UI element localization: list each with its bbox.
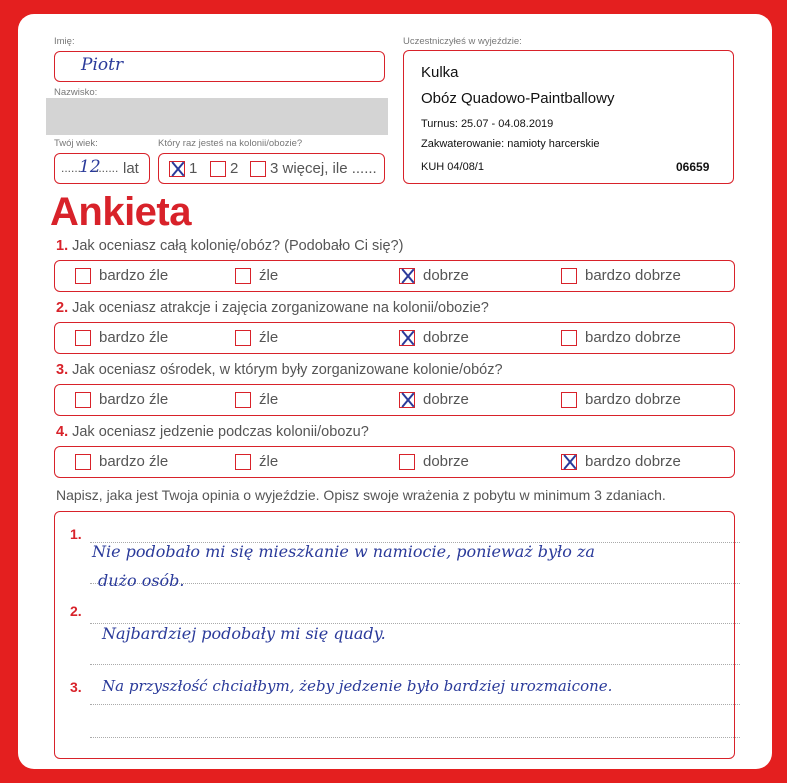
rating-label: bardzo źle [99,391,169,408]
age-value: 12 [79,157,101,177]
rating-checkbox[interactable] [561,454,577,470]
question-number: 3. [56,362,69,378]
rating-label: bardzo dobrze [585,391,681,408]
trip-name: Kulka [421,64,459,81]
trip-camp: Obóz Quadowo-Paintballowy [421,90,615,107]
question-text: Jak oceniasz całą kolonię/obóz? (Podobało Ci się?) [68,238,404,254]
rating-label: dobrze [423,267,469,284]
rating-checkbox[interactable] [235,268,251,284]
writing-line [90,704,740,705]
rating-row-1 [54,260,735,292]
rating-checkbox[interactable] [235,454,251,470]
rating-label: dobrze [423,329,469,346]
question-number: 2. [56,300,69,316]
rating-checkbox[interactable] [561,392,577,408]
age-unit: lat [123,160,139,177]
rating-label: bardzo dobrze [585,267,681,284]
rating-row-3 [54,384,735,416]
surname-label: Nazwisko: [54,87,98,98]
age-dots-after: ....... [95,161,119,175]
opinion-answer-1a: Nie podobało mi się mieszkanie w namiocie, ponieważ było za [92,542,595,561]
age-field[interactable] [54,153,150,184]
rating-checkbox[interactable] [561,268,577,284]
question-1 [56,238,403,254]
time-3-checkbox[interactable] [250,161,266,177]
question-4 [56,424,369,440]
rating-checkbox[interactable] [75,330,91,346]
question-text: Jak oceniasz atrakcje i zajęcia zorganizowane na kolonii/obozie? [68,300,489,316]
rating-checkbox[interactable] [399,268,415,284]
opinion-number-1: 1. [70,526,82,542]
question-number: 1. [56,238,69,254]
participant-label: Uczestniczyłeś w wyjeździe: [403,36,522,47]
survey-title: Ankieta [50,190,191,234]
trip-lodging: Zakwaterowanie: namioty harcerskie [421,138,600,150]
trip-number: 06659 [676,160,710,174]
rating-row-2 [54,322,735,354]
rating-label: źle [259,391,279,408]
opinion-prompt: Napisz, jaka jest Twoja opinia o wyjeździe. Opisz swoje wrażenia z pobytu w minimum 3 zdaniach. [56,487,666,503]
name-value: Piotr [81,55,124,75]
rating-row-4 [54,446,735,478]
rating-label: bardzo źle [99,453,169,470]
rating-checkbox[interactable] [75,268,91,284]
writing-line [90,664,740,665]
question-number: 4. [56,424,69,440]
rating-checkbox[interactable] [399,330,415,346]
rating-label: źle [259,329,279,346]
rating-checkbox[interactable] [75,392,91,408]
age-dots-before: ...... [61,161,82,175]
trip-turnus: Turnus: 25.07 - 04.08.2019 [421,118,554,130]
rating-label: bardzo dobrze [585,453,681,470]
surname-redacted [46,98,388,135]
rating-label: źle [259,267,279,284]
rating-label: bardzo dobrze [585,329,681,346]
rating-label: bardzo źle [99,267,169,284]
writing-line [90,737,740,738]
survey-sheet [18,14,772,769]
age-label: Twój wiek: [54,138,98,149]
question-3 [56,362,503,378]
name-label: Imię: [54,36,75,47]
trip-code: KUH 04/08/1 [421,161,484,173]
question-2 [56,300,489,316]
time-2-label: 2 [230,160,239,177]
writing-line [90,583,740,584]
rating-checkbox[interactable] [399,392,415,408]
question-text: Jak oceniasz jedzenie podczas kolonii/obozu? [68,424,369,440]
opinion-answer-3: Na przyszłość chciałbym, żeby jedzenie było bardziej urozmaicone. [102,677,613,695]
trip-info-box [403,50,734,184]
which-time-field [158,153,385,184]
opinion-number-2: 2. [70,603,82,619]
rating-label: źle [259,453,279,470]
opinion-answer-2: Najbardziej podobały mi się quady. [102,624,386,643]
rating-label: dobrze [423,391,469,408]
which-time-label: Który raz jesteś na kolonii/obozie? [158,138,303,149]
rating-checkbox[interactable] [235,330,251,346]
question-text: Jak oceniasz ośrodek, w którym były zorganizowane kolonie/obóz? [68,362,503,378]
rating-checkbox[interactable] [561,330,577,346]
name-field[interactable] [54,51,385,82]
rating-label: dobrze [423,453,469,470]
time-2-checkbox[interactable] [210,161,226,177]
opinion-answer-1b: dużo osób. [98,571,185,590]
rating-checkbox[interactable] [399,454,415,470]
rating-checkbox[interactable] [235,392,251,408]
opinion-number-3: 3. [70,679,82,695]
time-3-label: 3 więcej, ile ...... [270,160,377,177]
rating-label: bardzo źle [99,329,169,346]
time-1-label: 1 [189,160,198,177]
time-1-checkbox[interactable] [169,161,185,177]
rating-checkbox[interactable] [75,454,91,470]
